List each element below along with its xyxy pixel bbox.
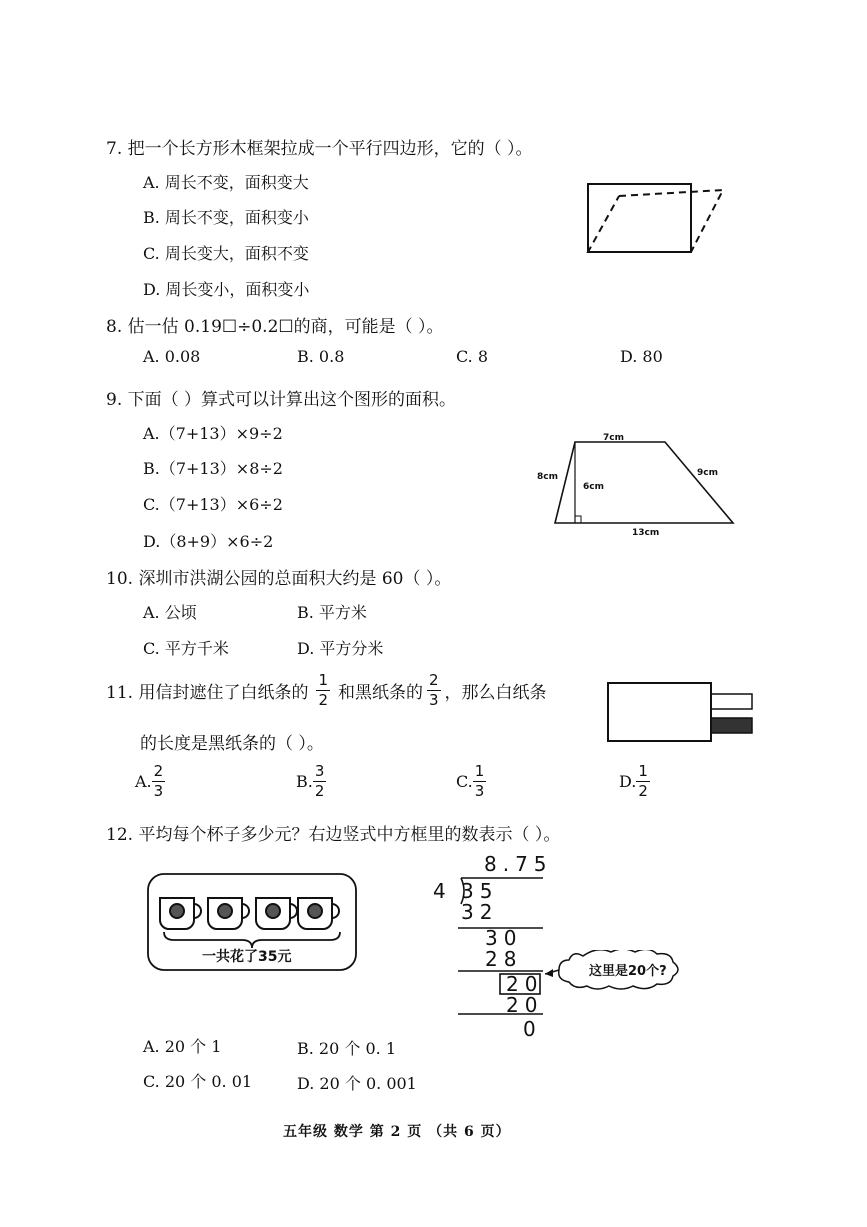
q11-stem-part-1: 11. 用信封遮住了白纸条的 [106, 683, 309, 703]
division-dividend: 35 [461, 879, 499, 903]
q9-option-c: C.（7+13）×6÷2 [143, 495, 283, 514]
q9-option-a: A.（7+13）×9÷2 [143, 424, 283, 443]
option-fraction [473, 764, 487, 799]
trapezoid-height-label: 6cm [583, 482, 604, 492]
fraction-numerator: 2 [429, 671, 439, 689]
page-footer: 五年级 数学 第 2 页 （共 6 页） [283, 1124, 511, 1140]
q10-option-d: D. 平方分米 [297, 639, 384, 658]
q11-option-a [135, 764, 165, 799]
division-step-5: 20 [506, 993, 544, 1017]
q8-option-c: C. 8 [456, 347, 489, 366]
fraction-denominator: 3 [429, 691, 439, 709]
option-fraction [313, 764, 327, 799]
q10-option-c: C. 平方千米 [143, 639, 229, 658]
q7-option-a: A. 周长不变，面积变大 [143, 173, 309, 192]
option-letter: A. [135, 772, 152, 791]
q11-stem-part-3: ，那么白纸条 [444, 683, 547, 703]
q7-option-b: B. 周长不变，面积变小 [143, 208, 309, 227]
q12-option-c: C. 20 个 0. 01 [143, 1072, 253, 1091]
fraction-denominator: 3 [474, 782, 485, 800]
q9-option-d: D.（8+9）×6÷2 [143, 532, 274, 551]
division-divisor: 4 [433, 879, 452, 903]
q11-option-b [296, 764, 326, 799]
option-fraction [636, 764, 650, 799]
q11-stem-line-2: 的长度是黑纸条的（ ）。 [140, 734, 324, 754]
fraction-numerator: 1 [638, 762, 648, 780]
q7-option-d: D. 周长变小，面积变小 [143, 280, 310, 299]
trapezoid-top-label: 7cm [603, 433, 624, 443]
fraction-numerator: 2 [153, 762, 164, 780]
q7-stem: 7. 把一个长方形木框架拉成一个平行四边形，它的（ ）。 [106, 139, 533, 159]
q8-option-a: A. 0.08 [143, 347, 201, 366]
q11-fraction-black [427, 673, 441, 708]
trapezoid-left-label: 8cm [537, 472, 558, 482]
q11-option-d [619, 764, 650, 799]
division-step-4-boxed: 20 [506, 972, 544, 996]
q10-stem: 10. 深圳市洪湖公园的总面积大约是 60（ ）。 [106, 569, 452, 589]
q8-stem: 8. 估一估 0.19☐÷0.2☐的商，可能是（ ）。 [106, 317, 444, 337]
q12-option-b: B. 20 个 0. 1 [297, 1039, 396, 1058]
division-remainder: 0 [523, 1017, 542, 1041]
fraction-denominator: 2 [638, 782, 648, 800]
q12-option-a: A. 20 个 1 [143, 1037, 222, 1056]
q12-caption: 一共花了35元 [202, 949, 292, 965]
q9-option-b: B.（7+13）×8÷2 [143, 459, 283, 478]
q9-trapezoid-figure [530, 428, 745, 543]
q11-stem [106, 673, 547, 708]
fraction-numerator: 3 [314, 762, 325, 780]
trapezoid-right-label: 9cm [697, 468, 718, 478]
q8-option-b: B. 0.8 [297, 347, 345, 366]
q11-fraction-white [316, 673, 330, 708]
q12-stem: 12. 平均每个杯子多少元？右边竖式中方框里的数表示（ ）。 [106, 825, 561, 845]
q11-stem-part-2: 和黑纸条的 [338, 683, 423, 703]
fraction-denominator: 2 [314, 782, 325, 800]
q12-option-d: D. 20 个 0. 001 [297, 1074, 417, 1093]
option-fraction [152, 764, 166, 799]
q7-rectangle-parallelogram-figure [580, 178, 730, 258]
q10-option-a: A. 公顷 [143, 603, 197, 622]
division-step-1: 32 [461, 900, 499, 924]
fraction-numerator: 1 [318, 671, 328, 689]
option-letter: B. [296, 772, 313, 791]
q11-envelope-strips-figure [605, 680, 755, 745]
q7-option-c: C. 周长变大，面积不变 [143, 244, 309, 263]
q12-bubble-text: 这里是20个? [589, 964, 667, 979]
option-letter: C. [456, 772, 473, 791]
option-letter: D. [619, 772, 637, 791]
fraction-denominator: 3 [153, 782, 164, 800]
division-step-3: 28 [485, 947, 523, 971]
division-quotient: 8.75 [484, 852, 553, 876]
trapezoid-bottom-label: 13cm [632, 528, 660, 538]
q9-stem: 9. 下面（ ）算式可以计算出这个图形的面积。 [106, 390, 457, 410]
q8-option-d: D. 80 [620, 347, 663, 366]
division-step-2: 30 [485, 926, 523, 950]
fraction-numerator: 1 [474, 762, 485, 780]
fraction-denominator: 2 [318, 691, 328, 709]
q11-option-c [456, 764, 486, 799]
q10-option-b: B. 平方米 [297, 603, 367, 622]
